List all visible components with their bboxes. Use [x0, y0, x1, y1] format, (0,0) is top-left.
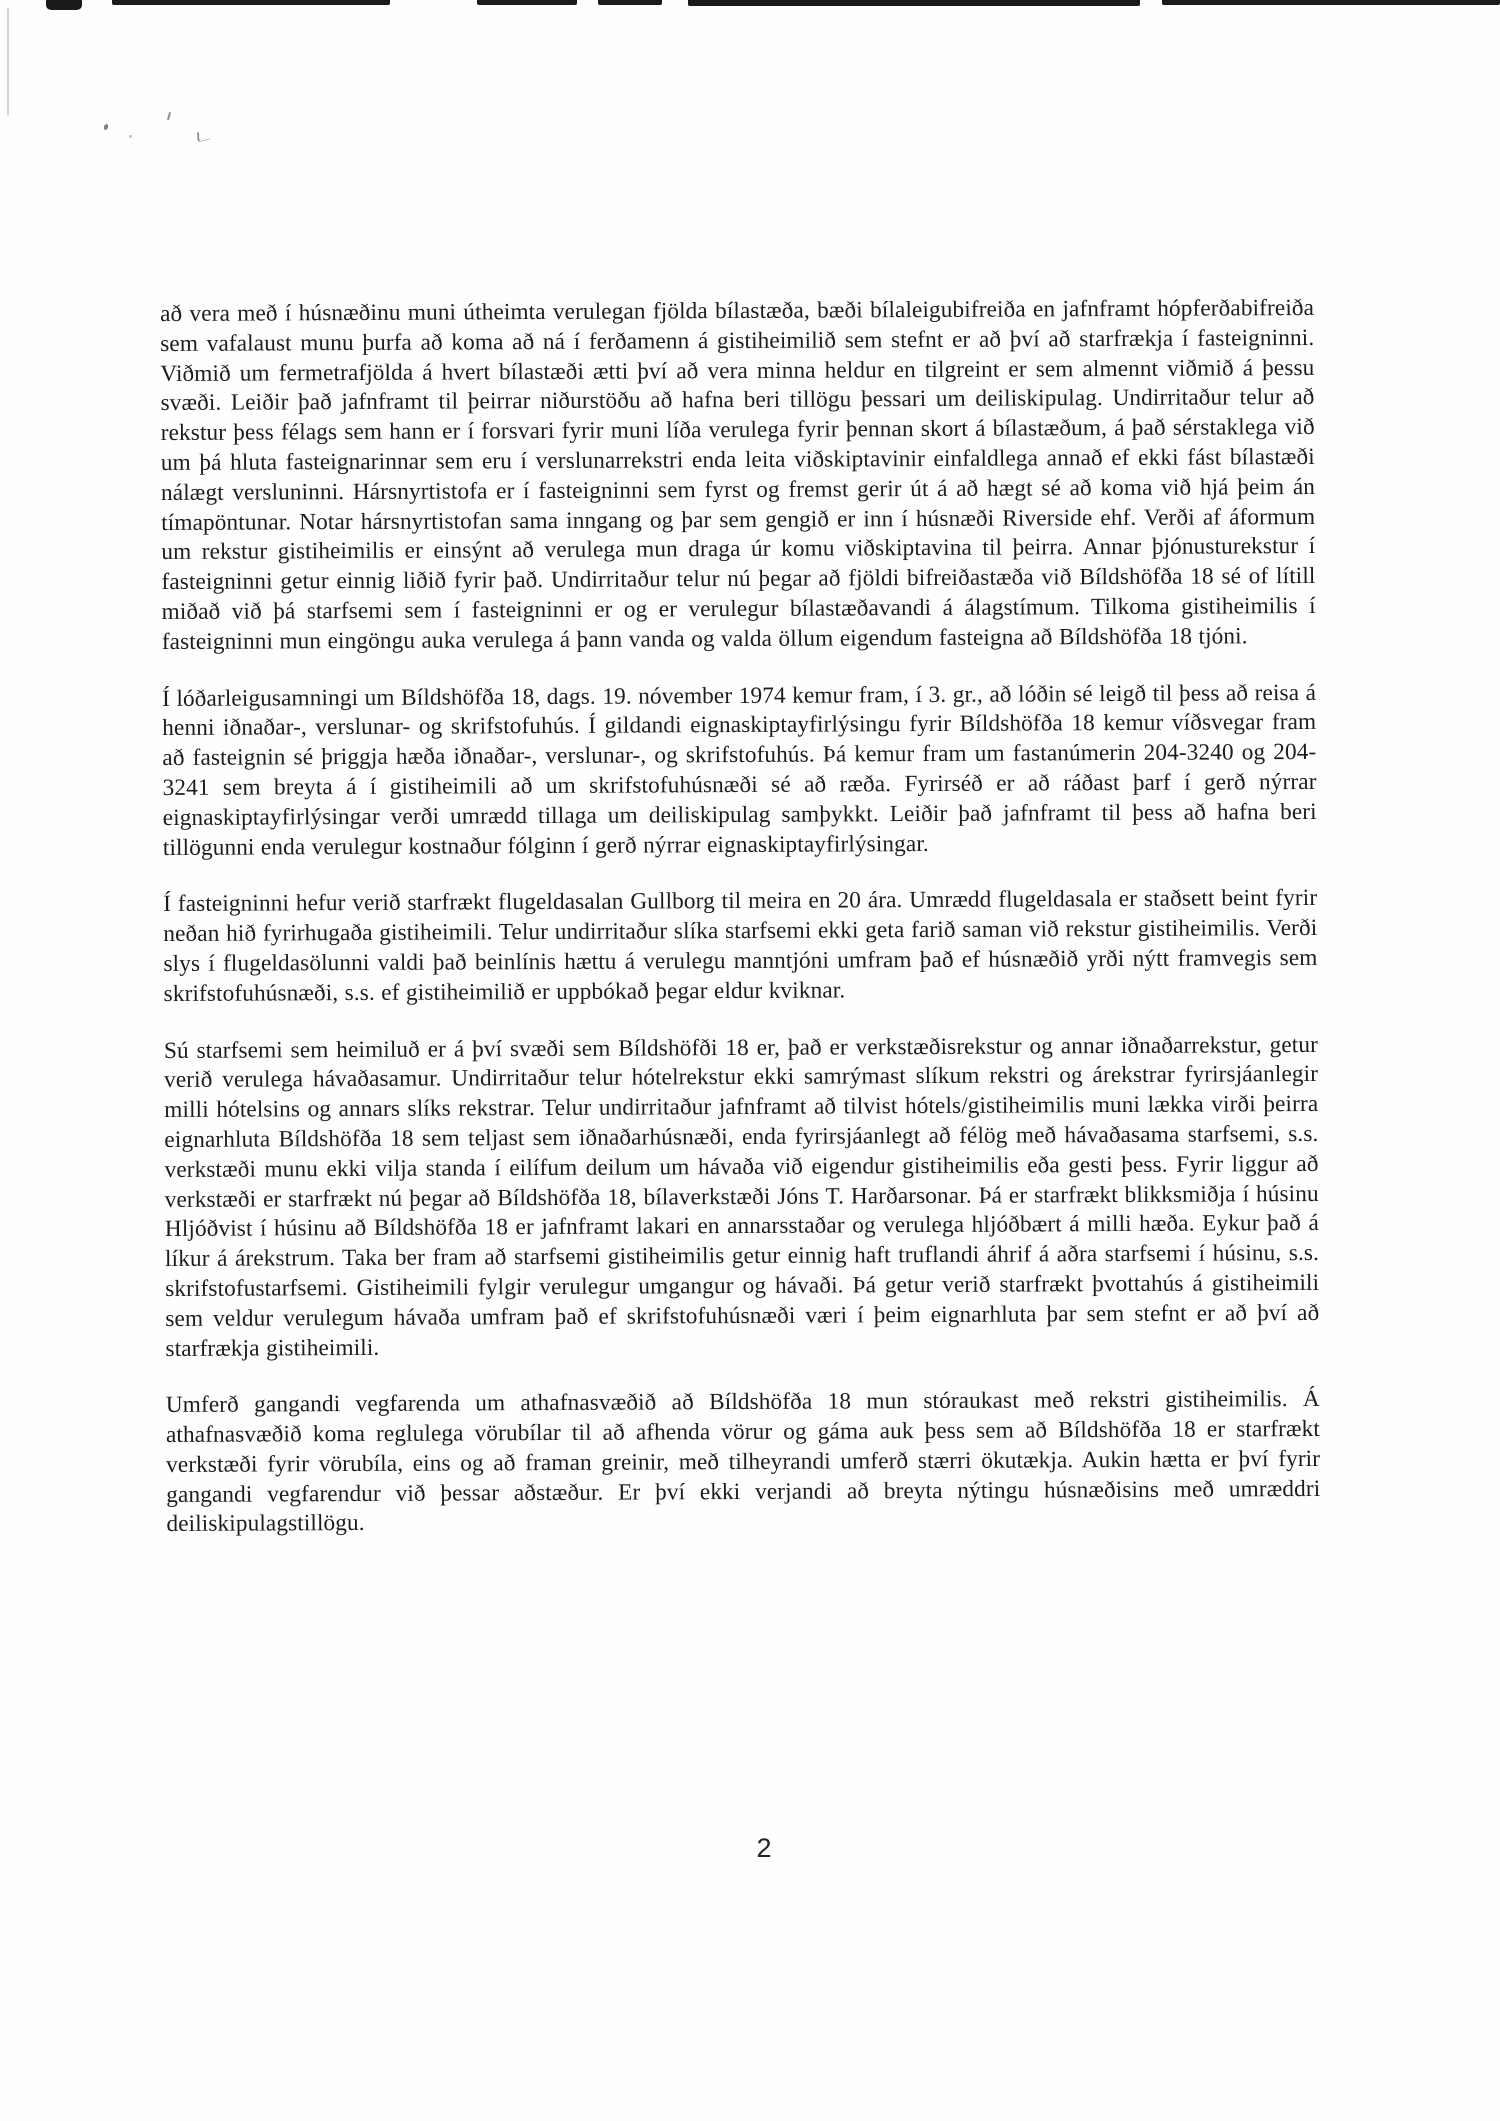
- pen-mark: [103, 123, 109, 130]
- pen-mark: [167, 112, 171, 120]
- page-number: 2: [756, 1833, 772, 1863]
- scan-artifact: [688, 0, 1140, 6]
- scan-edge-line: [7, 8, 9, 116]
- pen-mark: [129, 135, 132, 138]
- body-paragraph: Sú starfsemi sem heimiluð er á því svæði sem Bíldshöfði 18 er, það er verkstæðisrekstur og annar iðnaðarrekstur, getur verið verulega hávaðasamur. Undirritaður telur hótelrekstur ekki samrýmast slíkum rekstri og árekstrar fyrirsjáanlegir milli hótelsins og annars slíks rekstrar. Telur undirritaður jafnframt að tilvist hótels/gistiheimilis muni lækka virði þeirra eignarhluta Bíldshöfða 18 sem teljast sem iðnaðarhúsnæði, enda fyrirsjáanlegt að félög með hávaðasama starfsemi, s.s. verkstæði munu ekki vilja standa í eilífum deilum um hávaða við eigendur gistiheimilis eða gesti þess. Fyrir liggur að verkstæði er starfrækt nú þegar að Bíldshöfða 18, bílaverkstæði Jóns T. Harðarsonar. Þá er starfrækt blikksmiðja í húsinu Hljóðvist í húsinu að Bíldshöfða 18 er jafnframt lakari en annarsstaðar og verulega hljóðbært á milli hæða. Eykur það á líkur á árekstrum. Taka ber fram að starfsemi gistiheimilis getur einnig haft truflandi áhrif á aðra starfsemi í húsinu, s.s. skrifstofustarfsemi. Gistiheimili fylgir verulegur umgangur og hávaði. Þá getur verið starfrækt þvottahús á gistiheimili sem veldur verulegum hávaða umfram það ef skrifstofuhúsnæði væri í þeim eignarhluta þar sem stefnt er að því að starfrækja gistiheimili.: [163, 1031, 1320, 1362]
- scan-artifact: [112, 0, 390, 5]
- body-paragraph: Umferð gangandi vegfarenda um athafnasvæðið að Bíldshöfða 18 mun stóraukast með rekstri gistiheimilis. Á athafnasvæðið koma reglulega vörubílar til að afhenda vörur og gáma auk þess sem að Bíldshöfða 18 er starfrækt verkstæði fyrir vörubíla, eins og að framan greinir, með tilheyrandi umferð stærri ökutækja. Aukin hætta er því fyrir gangandi vegfarendur við þessar aðstæður. Er því ekki verjandi að breyta nýtingu húsnæðisins með umræddri deiliskipulagstillögu.: [165, 1386, 1321, 1538]
- scan-artifact: [477, 0, 577, 5]
- pen-mark: [197, 129, 210, 142]
- scan-artifact: [46, 0, 82, 10]
- body-paragraph: Í fasteigninni hefur verið starfrækt flugeldasalan Gullborg til meira en 20 ára. Umrædd flugeldasala er staðsett beint fyrir neðan hið fyrirhugaða gistiheimili. Telur undirritaður slíka starfsemi ekki geta farið saman við rekstur gistiheimilis. Verði slys í flugeldasölunni valdi það beinlínis hættu á verulegu manntjóni umfram það ef húsnæðið yrði nýtt framvegis sem skrifstofuhúsnæði, s.s. ef gistiheimilið er uppbókað þegar eldur kviknar.: [163, 885, 1318, 1007]
- body-paragraph: að vera með í húsnæðinu muni útheimta verulegan fjölda bílastæða, bæði bílaleigubifreiða en jafnframt hópferðabifreiða sem vafalaust munu þurfa að koma að ná í ferðamenn á gistiheimilið sem stefnt er að því að starfrækja í fasteigninni. Viðmið um fermetrafjölda á hvert bílastæði ætti því að vera minna heldur en tilgreint er sem almennt viðmið á þessu svæði. Leiðir það jafnframt til þeirrar niðurstöðu að hafna beri tillögu þessari um deiliskipulag. Undirritaður telur að rekstur þess félags sem hann er í forsvari fyrir muni líða verulega fyrir þennan skort á bílastæðum, á það sérstaklega við um þá hluta fasteignarinnar sem eru í verslunarrekstri enda leita viðskiptavinir einfaldlega annað ef ekki fást bílastæði nálægt versluninni. Hársnyrtistofa er í fasteigninni sem fyrst og fremst gerir út á að hægt sé að koma við hjá þeim án tímapöntunar. Notar hársnyrtistofan sama inngang og þar sem gengið er inn í húsnæði Riverside ehf. Verði af áformum um rekstur gistiheimilis er einsýnt að verulega mun draga úr komu viðskiptavina til þeirra. Annar þjónusturekstur í fasteigninni getur einnig liðið fyrir það. Undirritaður telur nú þegar að fjöldi bifreiðastæða við Bíldshöfða 18 sé of lítill miðað við þá starfsemi sem í fasteigninni er og er verulegur bílastæðavandi á álagstímum. Tilkoma gistiheimilis í fasteigninni mun eingöngu auka verulega á þann vanda og valda öllum eigendum fasteigna að Bíldshöfða 18 tjóni.: [160, 294, 1316, 655]
- letter-body: [160, 294, 1321, 1567]
- scan-artifact: [1162, 0, 1500, 5]
- scan-artifact: [598, 0, 662, 5]
- body-paragraph: Í lóðarleigusamningi um Bíldshöfða 18, dags. 19. nóvember 1974 kemur fram, í 3. gr., að lóðin sé leigð til þess að reisa á henni iðnaðar-, verslunar- og skrifstofuhús. Í gildandi eignaskiptayfirlýsingu fyrir Bíldshöfða 18 kemur víðsvegar fram að fasteignin sé þriggja hæða iðnaðar-, verslunar-, og skrifstofuhús. Þá kemur fram um fastanúmerin 204-3240 og 204-3241 sem breyta á í gistiheimili að um skrifstofuhúsnæði sé að ræða. Fyrirséð er að ráðast þarf í gerð nýrrar eignaskiptayfirlýsingar verði umrædd tillaga um deiliskipulag samþykkt. Leiðir það jafnframt til þess að hafna beri tillögunni enda verulegur kostnaður fólginn í gerð nýrrar eignaskiptayfirlýsingar.: [162, 679, 1317, 861]
